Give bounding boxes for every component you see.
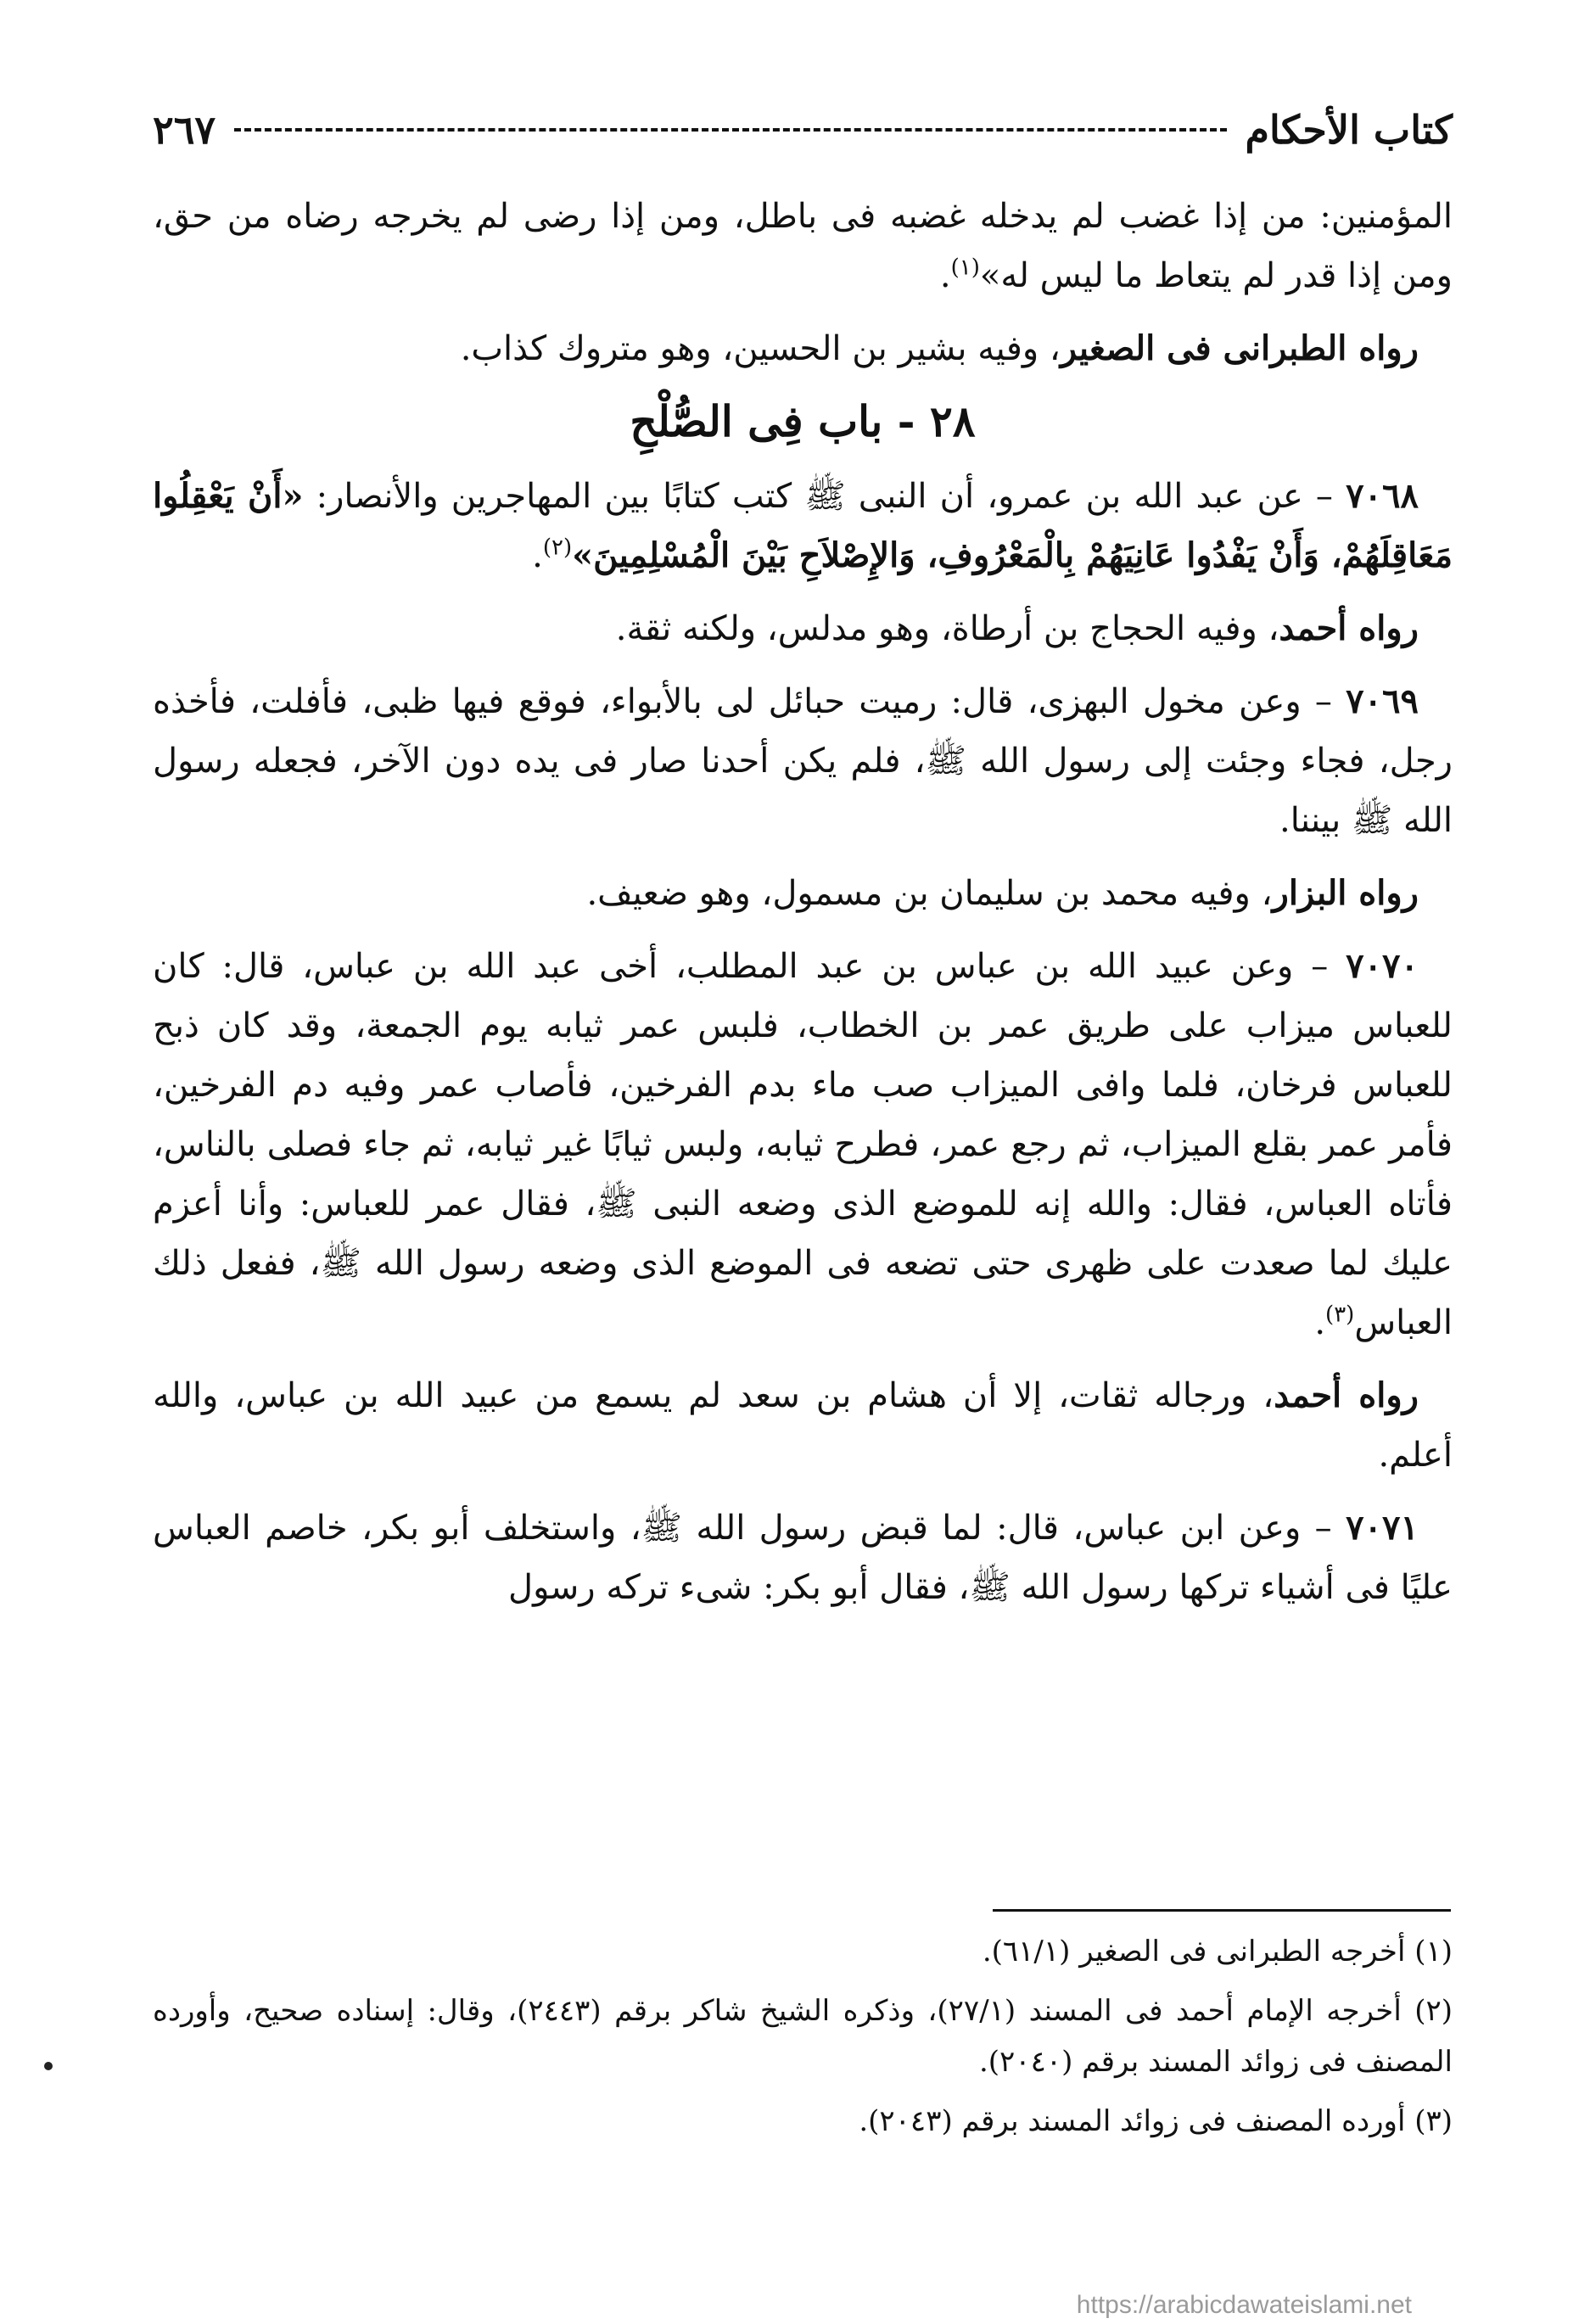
- source-note: رواه أحمد، وفيه الحجاج بن أرطاة، وهو مدلس، ولكنه ثقة.: [615, 608, 1419, 648]
- chapter-heading: ٢٨ - باب فِى الصُّلْحِ: [630, 396, 976, 446]
- hadith-quote: «أَنْ يَعْقِلُوا مَعَاقِلَهُمْ، وَأَنْ يَفْدُوا عَانِيَهُمْ بِالْمَعْرُوفِ، وَالإِصْلاَحِ بَيْنَ الْمُسْلِمِينَ»: [153, 476, 1453, 575]
- book-title: كتاب الأحكام: [1245, 107, 1453, 153]
- footnote-2: (٢) أخرجه الإمام أحمد فى المسند (٢٧/١)، وذكره الشيخ شاكر برقم (٢٤٤٣)، وقال: إسناده صحيح، وأورده المصنف فى زوائد المسند برقم (٢٠٤٠).: [153, 1994, 1453, 2079]
- main-text: [153, 187, 1453, 1631]
- source-note: رواه أحمد، ورجاله ثقات، إلا أن هشام بن سعد لم يسمع من عبيد الله بن عباس، والله أعلم.: [153, 1375, 1453, 1475]
- footnote-ref: (٣): [1325, 1302, 1355, 1328]
- hadith-number: ٧٠٦٩: [1346, 681, 1419, 721]
- header-dashed-rule: [234, 128, 1226, 132]
- hadith-number: ٧٠٧٠: [1346, 946, 1419, 986]
- watermark-url: https://arabicdawateislami.net: [1076, 2291, 1412, 2319]
- hadith-number: ٧٠٧١: [1346, 1508, 1419, 1548]
- paragraph-continuation: المؤمنين: من إذا غضب لم يدخله غضبه فى باطل، ومن إذا رضى لم يخرجه رضاه من حق، ومن إذا قدر لم يتعاط ما ليس له»$^{(١)}$.: [153, 197, 1453, 295]
- hadith-7070: ٧٠٧٠ – وعن عبيد الله بن عباس بن عبد المطلب، أخى عبد الله بن عباس، قال: كان للعباس ميزاب على طريق عمر بن الخطاب، فلبس عمر ثيابه يوم الجمعة، وقد كان ذبح للعباس فرخان، فلما وافى الميزاب صب ماء بدم الفرخين، فأصاب عمر وفيه دم الفرخين، فأمر عمر بقلع الميزاب، ثم رجع عمر، فطرح ثيابه، ولبس ثيابًا غير ثيابه، ثم جاء فصلى بالناس، فأتاه العباس، فقال: والله إنه للموضع الذى وضعه النبى ﷺ، فقال عمر للعباس: وأنا أعزم عليك لما صعدت على ظهرى حتى تضعه فى الموضع الذى وضعه رسول الله ﷺ، ففعل ذلك العباس$^{(٣)}$.: [153, 946, 1453, 1342]
- hadith-7068: ٧٠٦٨ – عن عبد الله بن عمرو، أن النبى ﷺ كتب كتابًا بين المهاجرين والأنصار: «أَنْ يَعْقِلُوا مَعَاقِلَهُمْ، وَأَنْ يَفْدُوا عَانِيَهُمْ بِالْمَعْرُوفِ، وَالإِصْلاَحِ بَيْنَ الْمُسْلِمِينَ»$^{(٢)}$.: [153, 476, 1453, 575]
- hadith-7069: ٧٠٦٩ – وعن مخول البهزى، قال: رميت حبائل لى بالأبواء، فوقع فيها ظبى، فأفلت، فأخذه رجل، فجاء وجئت إلى رسول الله ﷺ، فلم يكن أحدنا صار فى يده دون الآخر، فجعله رسول الله ﷺ بيننا.: [153, 681, 1453, 840]
- source-note: رواه الطبرانى فى الصغير، وفيه بشير بن الحسين، وهو متروك كذاب.: [460, 328, 1419, 368]
- hadith-7071: ٧٠٧١ – وعن ابن عباس، قال: لما قبض رسول الله ﷺ، واستخلف أبو بكر، خاصم العباس عليًا فى أشياء تركها رسول الله ﷺ، فقال أبو بكر: شىء تركه رسول: [153, 1508, 1453, 1607]
- margin-dot: [44, 2062, 53, 2070]
- page-header: [153, 100, 1453, 160]
- hadith-number: ٧٠٦٨: [1346, 476, 1419, 516]
- footnote-1: (١) أخرجه الطبرانى فى الصغير (٦١/١).: [982, 1935, 1453, 1968]
- footnotes: [153, 1926, 1453, 2155]
- source-note: رواه البزار، وفيه محمد بن سليمان بن مسمول، وهو ضعيف.: [586, 873, 1419, 913]
- footnote-ref: (٢): [542, 535, 573, 561]
- page-number: ٢٦٧: [153, 107, 216, 153]
- footnote-ref: (١): [950, 255, 980, 281]
- footnote-divider: [993, 1909, 1451, 1912]
- footnote-3: (٣) أورده المصنف فى زوائد المسند برقم (٢٠٤٣).: [859, 2104, 1453, 2138]
